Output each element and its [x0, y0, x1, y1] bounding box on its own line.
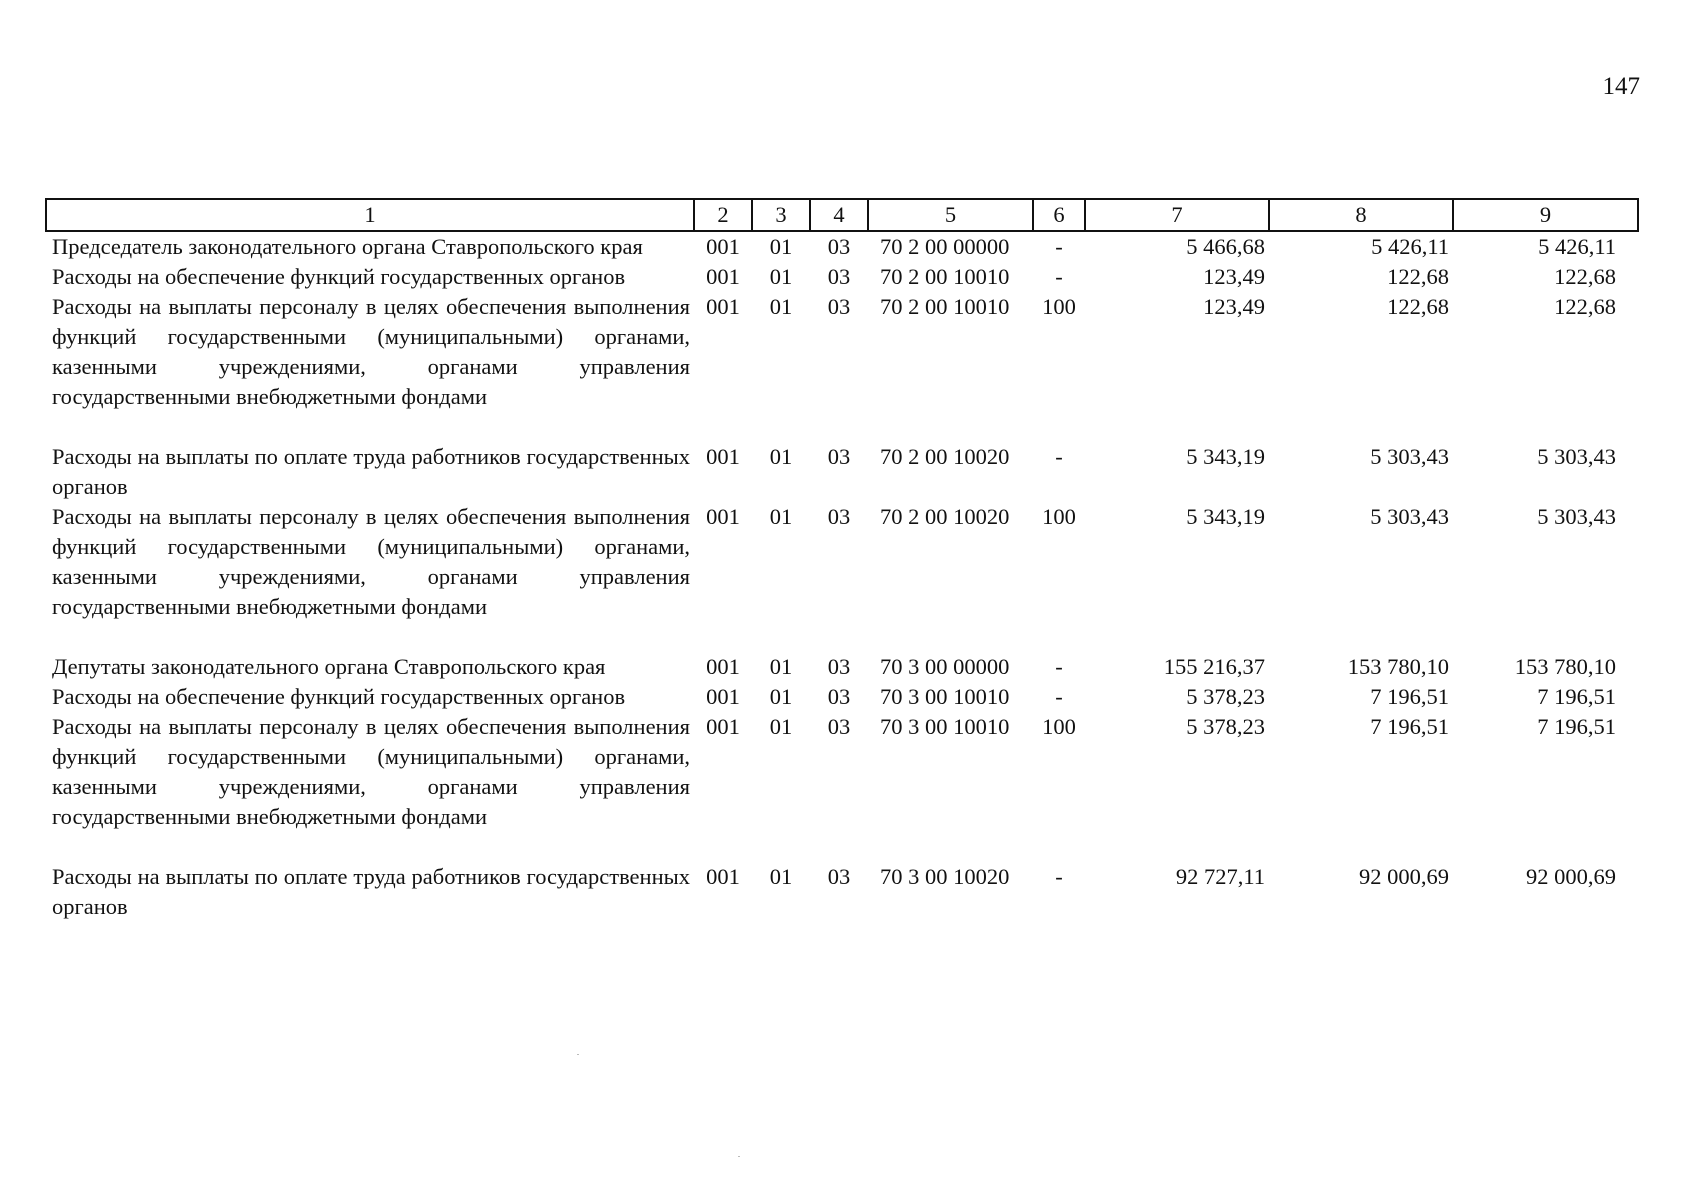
row-ministry-code: 001	[706, 234, 740, 259]
page-number: 147	[1602, 73, 1640, 100]
row-expense-type: 100	[1042, 714, 1076, 739]
row-name: Депутаты законодательного органа Ставропольского края	[52, 654, 606, 679]
row-value-col8: 5 303,43	[1370, 444, 1449, 469]
header-col-6: 6	[1033, 199, 1085, 231]
row-value-col7: 5 343,19	[1186, 504, 1265, 529]
row-subsection-code: 03	[827, 444, 851, 469]
row-value-col8: 122,68	[1387, 294, 1449, 319]
row-subsection-code: 03	[827, 684, 851, 709]
row-section-code: 01	[769, 444, 793, 469]
table-row	[46, 682, 1638, 712]
row-subsection-code: 03	[827, 234, 851, 259]
row-target-code: 70 3 00 10010	[880, 714, 1010, 739]
row-value-col8: 92 000,69	[1359, 864, 1449, 889]
table-row	[46, 862, 1638, 922]
row-section-code: 01	[769, 294, 793, 319]
table-row	[46, 292, 1638, 442]
row-target-code: 70 2 00 10020	[880, 444, 1010, 469]
row-value-col9: 153 780,10	[1514, 654, 1616, 679]
table-row	[46, 231, 1638, 262]
row-name: Расходы на выплаты персоналу в целях обеспечения выполнения функций государственными (муниципальными) органами, казенными учреждениями, органами управления государственными внебюджетными фондами	[52, 714, 690, 829]
header-col-8: 8	[1269, 199, 1453, 231]
table-header	[46, 199, 1638, 231]
row-expense-type: -	[1055, 234, 1063, 259]
row-section-code: 01	[769, 234, 793, 259]
scan-speck	[577, 1054, 579, 1055]
row-name: Расходы на выплаты персоналу в целях обеспечения выполнения функций государственными (муниципальными) органами, казенными учреждениями, органами управления государственными внебюджетными фондами	[52, 294, 690, 409]
header-col-4: 4	[810, 199, 868, 231]
table-row	[46, 712, 1638, 862]
row-value-col9: 5 303,43	[1537, 444, 1616, 469]
row-expense-type: 100	[1042, 294, 1076, 319]
row-name: Расходы на выплаты по оплате труда работников государственных органов	[52, 444, 690, 499]
row-ministry-code: 001	[706, 654, 740, 679]
row-value-col8: 5 303,43	[1370, 504, 1449, 529]
row-target-code: 70 3 00 00000	[880, 654, 1010, 679]
table-body	[46, 231, 1638, 922]
row-value-col9: 122,68	[1554, 264, 1616, 289]
row-ministry-code: 001	[706, 864, 740, 889]
row-expense-type: 100	[1042, 504, 1076, 529]
row-expense-type: -	[1055, 654, 1063, 679]
row-value-col7: 123,49	[1203, 294, 1265, 319]
row-value-col9: 122,68	[1554, 294, 1616, 319]
row-name: Председатель законодательного органа Ставропольского края	[52, 234, 643, 259]
row-subsection-code: 03	[827, 504, 851, 529]
row-target-code: 70 2 00 00000	[880, 234, 1010, 259]
row-value-col7: 5 343,19	[1186, 444, 1265, 469]
row-ministry-code: 001	[706, 264, 740, 289]
row-name: Расходы на выплаты по оплате труда работников государственных органов	[52, 864, 690, 919]
table-row	[46, 262, 1638, 292]
row-value-col9: 5 303,43	[1537, 504, 1616, 529]
row-ministry-code: 001	[706, 504, 740, 529]
row-ministry-code: 001	[706, 444, 740, 469]
header-col-9: 9	[1453, 199, 1638, 231]
row-value-col9: 7 196,51	[1537, 684, 1616, 709]
row-expense-type: -	[1055, 684, 1063, 709]
row-ministry-code: 001	[706, 714, 740, 739]
row-name: Расходы на выплаты персоналу в целях обеспечения выполнения функций государственными (муниципальными) органами, казенными учреждениями, органами управления государственными внебюджетными фондами	[52, 504, 690, 619]
row-value-col7: 5 378,23	[1186, 714, 1265, 739]
row-expense-type: -	[1055, 864, 1063, 889]
row-value-col8: 7 196,51	[1370, 714, 1449, 739]
scan-speck	[738, 1156, 740, 1157]
row-value-col8: 153 780,10	[1347, 654, 1449, 679]
row-ministry-code: 001	[706, 684, 740, 709]
row-target-code: 70 2 00 10010	[880, 294, 1010, 319]
row-value-col7: 155 216,37	[1163, 654, 1265, 679]
table-row	[46, 502, 1638, 652]
header-col-2: 2	[694, 199, 752, 231]
row-subsection-code: 03	[827, 294, 851, 319]
row-ministry-code: 001	[706, 294, 740, 319]
row-name: Расходы на обеспечение функций государственных органов	[52, 264, 626, 289]
row-value-col9: 92 000,69	[1526, 864, 1616, 889]
row-section-code: 01	[769, 654, 793, 679]
row-section-code: 01	[769, 264, 793, 289]
row-value-col7: 92 727,11	[1175, 864, 1265, 889]
row-section-code: 01	[769, 864, 793, 889]
row-value-col9: 7 196,51	[1537, 714, 1616, 739]
header-col-3: 3	[752, 199, 810, 231]
row-expense-type: -	[1055, 264, 1063, 289]
row-section-code: 01	[769, 714, 793, 739]
row-value-col8: 122,68	[1387, 264, 1449, 289]
row-subsection-code: 03	[827, 714, 851, 739]
row-target-code: 70 2 00 10010	[880, 264, 1010, 289]
row-target-code: 70 2 00 10020	[880, 504, 1010, 529]
budget-table	[45, 198, 1639, 922]
row-target-code: 70 3 00 10010	[880, 684, 1010, 709]
header-col-1: 1	[46, 199, 694, 231]
row-value-col8: 7 196,51	[1370, 684, 1449, 709]
row-value-col9: 5 426,11	[1538, 234, 1616, 259]
row-subsection-code: 03	[827, 264, 851, 289]
table-row	[46, 652, 1638, 682]
header-col-5: 5	[868, 199, 1033, 231]
row-value-col7: 123,49	[1203, 264, 1265, 289]
row-value-col8: 5 426,11	[1371, 234, 1449, 259]
row-subsection-code: 03	[827, 654, 851, 679]
row-expense-type: -	[1055, 444, 1063, 469]
header-col-7: 7	[1085, 199, 1269, 231]
row-value-col7: 5 378,23	[1186, 684, 1265, 709]
row-target-code: 70 3 00 10020	[880, 864, 1010, 889]
row-name: Расходы на обеспечение функций государственных органов	[52, 684, 626, 709]
header-row	[46, 199, 1638, 231]
row-subsection-code: 03	[827, 864, 851, 889]
row-value-col7: 5 466,68	[1186, 234, 1265, 259]
row-section-code: 01	[769, 504, 793, 529]
table-row	[46, 442, 1638, 502]
row-section-code: 01	[769, 684, 793, 709]
